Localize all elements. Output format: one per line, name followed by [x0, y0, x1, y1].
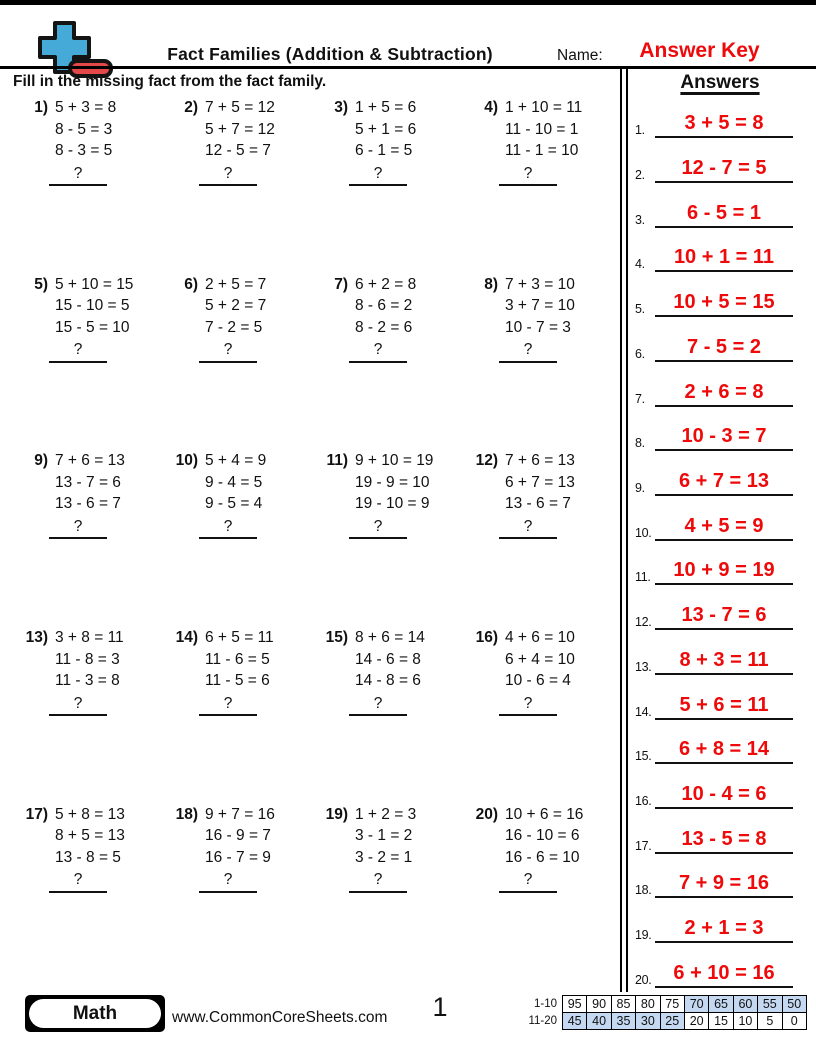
website-text: www.CommonCoreSheets.com — [172, 1009, 388, 1026]
answer-key-label: Answer Key — [639, 39, 760, 62]
answer-blank-line — [655, 203, 793, 228]
problem — [320, 627, 470, 804]
answer-row — [628, 272, 816, 317]
problem-body — [55, 97, 116, 274]
problem-body — [505, 627, 575, 804]
answer-row — [628, 451, 816, 496]
fact-line: 5 + 7 = 12 — [205, 120, 275, 138]
fact-line: 5 + 8 = 13 — [55, 805, 125, 823]
fact-list — [55, 627, 124, 692]
fact-line: 13 - 6 = 7 — [505, 495, 571, 513]
fact-line: 16 - 6 = 10 — [505, 848, 580, 866]
answer-number: 20. — [635, 972, 652, 987]
score-cell: 45 — [563, 1013, 587, 1030]
answer-number: 8. — [635, 436, 645, 451]
problem-number: 14) — [175, 629, 198, 647]
fact-line: 6 + 2 = 8 — [355, 275, 417, 293]
fact-line: 5 + 1 = 6 — [355, 120, 417, 138]
answer-number: 10. — [635, 525, 652, 540]
fact-list — [55, 97, 116, 162]
problem — [20, 450, 170, 627]
fact-line: 5 + 2 = 7 — [205, 297, 267, 315]
problem-number: 5) — [34, 275, 48, 293]
score-cell: 90 — [587, 996, 611, 1013]
problem-body — [205, 627, 274, 804]
answer-blank-line — [655, 963, 793, 988]
problem-number: 3) — [334, 99, 348, 116]
answer-number: 3. — [635, 212, 645, 227]
fact-line: 15 - 5 = 10 — [55, 318, 130, 336]
answer-number: 15. — [635, 749, 652, 764]
score-cell: 55 — [758, 996, 782, 1013]
problem-body — [355, 97, 416, 274]
missing-fact-blank: ? — [199, 869, 257, 893]
problem-number: 6) — [184, 275, 198, 293]
answer-row — [628, 943, 816, 988]
fact-list — [205, 804, 275, 869]
problem — [470, 274, 620, 451]
problem-body — [355, 804, 416, 981]
problem-body — [505, 450, 575, 627]
fact-list — [355, 97, 416, 162]
answer-blank-line — [655, 247, 793, 272]
score-cell: 5 — [758, 1013, 782, 1030]
fact-line: 3 - 1 = 2 — [355, 827, 413, 845]
answer-blank-line — [655, 918, 793, 943]
problem-number: 4) — [484, 99, 498, 116]
answer-blank-line — [655, 873, 793, 898]
answer-number: 16. — [635, 794, 652, 808]
missing-fact-blank: ? — [199, 693, 257, 717]
problem-body — [205, 274, 266, 451]
fact-line: 10 - 7 = 3 — [505, 318, 571, 336]
problem-number: 12) — [475, 452, 498, 470]
answers-list — [628, 94, 816, 988]
score-row-label-2: 11-20 — [528, 1015, 557, 1027]
answer-row — [628, 720, 816, 765]
problem-number: 16) — [475, 629, 498, 647]
answer-number: 7. — [635, 391, 645, 406]
answer-blank-line — [655, 337, 793, 362]
fact-line: 7 + 5 = 12 — [205, 99, 275, 116]
answer-value: 10 - 3 = 7 — [681, 425, 767, 448]
fact-line: 8 - 6 = 2 — [355, 297, 413, 315]
answer-value: 2 + 6 = 8 — [684, 380, 764, 403]
fact-line: 14 - 8 = 6 — [355, 672, 421, 690]
problem-body — [355, 450, 433, 627]
score-cell: 0 — [782, 1013, 806, 1030]
fact-line: 11 - 8 = 3 — [55, 650, 120, 668]
score-cell: 40 — [587, 1013, 611, 1030]
answers-double-divider — [620, 66, 628, 992]
answer-number: 5. — [635, 302, 645, 317]
answer-blank-line — [655, 560, 793, 585]
score-row — [563, 1013, 807, 1030]
fact-list — [205, 627, 274, 692]
problem-number: 20) — [475, 805, 498, 823]
answer-row — [628, 854, 816, 899]
answer-value: 4 + 5 = 9 — [684, 514, 764, 537]
problem-number: 1) — [34, 99, 48, 116]
problem — [320, 274, 470, 451]
problem — [470, 804, 620, 981]
answer-value: 6 + 8 = 14 — [678, 738, 770, 761]
answer-value: 8 + 3 = 11 — [679, 648, 769, 671]
fact-line: 10 - 6 = 4 — [505, 672, 571, 690]
missing-fact-blank: ? — [199, 163, 257, 187]
problem-body — [55, 450, 125, 627]
answer-row — [628, 630, 816, 675]
answer-blank-line — [655, 158, 793, 183]
problem-body — [205, 450, 266, 627]
answer-row — [628, 496, 816, 541]
answer-blank-line — [655, 113, 793, 138]
fact-list — [505, 450, 575, 515]
fact-line: 5 + 3 = 8 — [55, 99, 117, 116]
score-row — [563, 996, 807, 1013]
score-cell: 80 — [636, 996, 660, 1013]
problem — [470, 627, 620, 804]
fact-list — [55, 450, 125, 515]
fact-list — [505, 804, 583, 869]
problem — [320, 804, 470, 981]
problem-number: 18) — [175, 805, 198, 823]
answer-row — [628, 138, 816, 183]
score-cell: 75 — [660, 996, 684, 1013]
fact-list — [505, 97, 582, 162]
answers-column-title: Answers — [680, 72, 760, 93]
fact-line: 11 - 10 = 1 — [505, 120, 579, 138]
fact-line: 16 - 10 = 6 — [505, 827, 580, 845]
page-title: Fact Families (Addition & Subtraction) — [167, 44, 493, 64]
fact-line: 6 + 7 = 13 — [505, 473, 575, 491]
problem — [20, 97, 170, 274]
answer-number: 19. — [635, 928, 652, 943]
missing-fact-blank: ? — [49, 869, 107, 893]
answer-blank-line — [655, 695, 793, 720]
fact-line: 5 + 10 = 15 — [55, 275, 134, 293]
problem-number: 10) — [175, 452, 198, 470]
missing-fact-blank: ? — [349, 516, 407, 540]
answer-number: 4. — [635, 257, 645, 272]
fact-line: 3 + 8 = 11 — [55, 629, 124, 647]
answer-value: 7 + 9 = 16 — [678, 872, 770, 895]
score-cell: 60 — [733, 996, 757, 1013]
subject-label: Math — [29, 999, 161, 1028]
problem-number: 11) — [326, 452, 348, 470]
answer-number: 18. — [635, 883, 652, 898]
answer-row — [628, 228, 816, 273]
problem-body — [355, 627, 425, 804]
score-cell: 20 — [684, 1013, 708, 1030]
problem — [170, 274, 320, 451]
problem-number: 7) — [334, 275, 348, 293]
fact-line: 14 - 6 = 8 — [355, 650, 421, 668]
answer-blank-line — [655, 382, 793, 407]
fact-line: 13 - 6 = 7 — [55, 495, 121, 513]
answer-number: 17. — [635, 838, 652, 853]
problem — [20, 804, 170, 981]
answer-blank-line — [655, 829, 793, 854]
fact-line: 7 + 6 = 13 — [505, 452, 575, 470]
plus-minus-icon — [33, 20, 117, 80]
fact-line: 11 - 6 = 5 — [205, 650, 270, 668]
answer-row — [628, 183, 816, 228]
problem-body — [205, 97, 275, 274]
top-border-bar — [0, 0, 816, 5]
fact-line: 12 - 5 = 7 — [205, 142, 271, 159]
fact-line: 4 + 6 = 10 — [505, 629, 575, 647]
fact-line: 11 - 1 = 10 — [505, 142, 579, 159]
problem-body — [55, 274, 133, 451]
missing-fact-blank: ? — [499, 869, 557, 893]
answer-number: 1. — [635, 123, 645, 138]
problem-body — [205, 804, 275, 981]
fact-line: 5 + 4 = 9 — [205, 452, 267, 470]
problem-number: 13) — [25, 629, 48, 647]
score-cell: 30 — [636, 1013, 660, 1030]
problem-body — [505, 804, 583, 981]
fact-list — [205, 450, 266, 515]
score-cell: 35 — [611, 1013, 635, 1030]
problem-number: 19) — [325, 805, 348, 823]
score-cell: 70 — [684, 996, 708, 1013]
fact-line: 11 - 5 = 6 — [205, 672, 270, 690]
score-cell: 85 — [611, 996, 635, 1013]
missing-fact-blank: ? — [349, 163, 407, 187]
problem-number: 9) — [34, 452, 48, 470]
fact-line: 13 - 7 = 6 — [55, 473, 121, 491]
fact-line: 8 + 6 = 14 — [355, 629, 425, 647]
missing-fact-blank: ? — [499, 693, 557, 717]
answer-blank-line — [655, 516, 793, 541]
score-cell: 10 — [733, 1013, 757, 1030]
fact-list — [355, 274, 416, 339]
answer-blank-line — [655, 739, 793, 764]
subject-badge — [25, 995, 165, 1032]
fact-list — [205, 97, 275, 162]
answer-blank-line — [655, 784, 793, 809]
answer-row — [628, 809, 816, 854]
score-table — [562, 995, 807, 1030]
fact-line: 1 + 2 = 3 — [355, 805, 417, 823]
fact-line: 9 - 4 = 5 — [205, 473, 263, 491]
problem-body — [505, 274, 575, 451]
answer-value: 13 - 7 = 6 — [681, 604, 767, 627]
answer-number: 9. — [635, 480, 645, 495]
problem — [170, 450, 320, 627]
problem-body — [355, 274, 416, 451]
name-label: Name: — [557, 47, 603, 64]
missing-fact-blank: ? — [199, 339, 257, 363]
score-cell: 95 — [563, 996, 587, 1013]
answer-row — [628, 407, 816, 452]
answer-blank-line — [655, 471, 793, 496]
problem — [320, 450, 470, 627]
answer-blank-line — [655, 292, 793, 317]
fact-line: 15 - 10 = 5 — [55, 297, 130, 315]
score-cell: 65 — [709, 996, 733, 1013]
instruction-text: Fill in the missing fact from the fact family. — [13, 73, 327, 90]
fact-line: 16 - 7 = 9 — [205, 848, 271, 866]
missing-fact-blank: ? — [499, 163, 557, 187]
answer-value: 6 + 10 = 16 — [673, 961, 775, 984]
fact-line: 2 + 5 = 7 — [205, 275, 267, 293]
answer-number: 14. — [635, 704, 652, 719]
problem — [170, 804, 320, 981]
score-cell: 15 — [709, 1013, 733, 1030]
score-row-label-1: 1-10 — [533, 998, 557, 1010]
answer-number: 12. — [635, 615, 652, 630]
answer-row — [628, 675, 816, 720]
answer-value: 2 + 1 = 3 — [684, 917, 764, 940]
answer-number: 2. — [635, 167, 645, 182]
fact-line: 8 - 5 = 3 — [55, 120, 113, 138]
missing-fact-blank: ? — [499, 339, 557, 363]
answer-blank-line — [655, 650, 793, 675]
fact-list — [355, 450, 433, 515]
fact-line: 13 - 8 = 5 — [55, 848, 121, 866]
problem — [320, 97, 470, 274]
answer-value: 5 + 6 = 11 — [679, 693, 769, 716]
fact-list — [55, 274, 133, 339]
fact-line: 10 + 6 = 16 — [505, 805, 584, 823]
answer-value: 7 - 5 = 2 — [687, 335, 761, 358]
answer-value: 10 - 4 = 6 — [681, 783, 767, 805]
missing-fact-blank: ? — [499, 516, 557, 540]
problem-number: 8) — [484, 275, 498, 293]
problem-body — [55, 627, 124, 804]
fact-line: 19 - 9 = 10 — [355, 473, 430, 491]
answer-blank-line — [655, 426, 793, 451]
missing-fact-blank: ? — [349, 339, 407, 363]
answer-value: 6 + 7 = 13 — [678, 469, 770, 492]
score-cell: 25 — [660, 1013, 684, 1030]
fact-line: 7 + 6 = 13 — [55, 452, 125, 470]
fact-line: 19 - 10 = 9 — [355, 495, 430, 513]
fact-list — [55, 804, 125, 869]
answer-value: 13 - 5 = 8 — [681, 827, 767, 850]
answer-value: 6 - 5 = 1 — [687, 201, 761, 224]
problem — [20, 627, 170, 804]
problem — [470, 97, 620, 274]
fact-list — [355, 627, 425, 692]
fact-line: 7 + 3 = 10 — [505, 275, 575, 293]
answer-value: 10 + 1 = 11 — [673, 246, 775, 269]
problems-grid — [20, 97, 620, 980]
answer-row — [628, 317, 816, 362]
header-divider-line — [0, 66, 816, 69]
missing-fact-blank: ? — [49, 163, 107, 187]
answer-value: 12 - 7 = 5 — [681, 156, 767, 179]
fact-line: 16 - 9 = 7 — [205, 827, 271, 845]
problem-number: 2) — [184, 99, 198, 116]
answer-row — [628, 898, 816, 943]
answer-value: 3 + 5 = 8 — [684, 112, 764, 135]
fact-line: 1 + 10 = 11 — [505, 99, 583, 116]
fact-line: 6 + 4 = 10 — [505, 650, 575, 668]
fact-line: 8 + 5 = 13 — [55, 827, 125, 845]
fact-line: 9 + 10 = 19 — [355, 452, 434, 470]
answer-number: 13. — [635, 659, 652, 674]
missing-fact-blank: ? — [49, 516, 107, 540]
problem-number: 15) — [325, 629, 348, 647]
fact-line: 3 + 7 = 10 — [505, 297, 575, 315]
fact-list — [355, 804, 416, 869]
fact-line: 1 + 5 = 6 — [355, 99, 417, 116]
problem-body — [55, 804, 125, 981]
answer-row — [628, 585, 816, 630]
answer-blank-line — [655, 605, 793, 630]
fact-line: 6 + 5 = 11 — [205, 629, 274, 647]
fact-line: 7 - 2 = 5 — [205, 318, 263, 336]
fact-line: 8 - 2 = 6 — [355, 318, 413, 336]
fact-line: 3 - 2 = 1 — [355, 848, 413, 866]
answer-value: 10 + 5 = 15 — [673, 291, 775, 314]
fact-line: 9 - 5 = 4 — [205, 495, 263, 513]
fact-list — [505, 274, 575, 339]
missing-fact-blank: ? — [349, 869, 407, 893]
fact-list — [505, 627, 575, 692]
missing-fact-blank: ? — [199, 516, 257, 540]
missing-fact-blank: ? — [49, 693, 107, 717]
problem-body — [505, 97, 582, 274]
problem — [170, 627, 320, 804]
fact-line: 11 - 3 = 8 — [55, 672, 120, 690]
answer-row — [628, 764, 816, 809]
answer-value: 10 + 9 = 19 — [673, 559, 775, 582]
fact-list — [205, 274, 266, 339]
answer-row — [628, 362, 816, 407]
problem-number: 17) — [25, 805, 48, 823]
answer-number: 6. — [635, 346, 645, 361]
score-cell: 50 — [782, 996, 806, 1013]
fact-line: 6 - 1 = 5 — [355, 142, 413, 159]
fact-line: 8 - 3 = 5 — [55, 142, 113, 159]
missing-fact-blank: ? — [349, 693, 407, 717]
answer-row — [628, 541, 816, 586]
fact-line: 9 + 7 = 16 — [205, 805, 275, 823]
problem — [170, 97, 320, 274]
page-number: 1 — [432, 992, 448, 1022]
answer-row — [628, 94, 816, 139]
problem — [20, 274, 170, 451]
missing-fact-blank: ? — [49, 339, 107, 363]
problem — [470, 450, 620, 627]
answer-number: 11. — [635, 570, 651, 585]
